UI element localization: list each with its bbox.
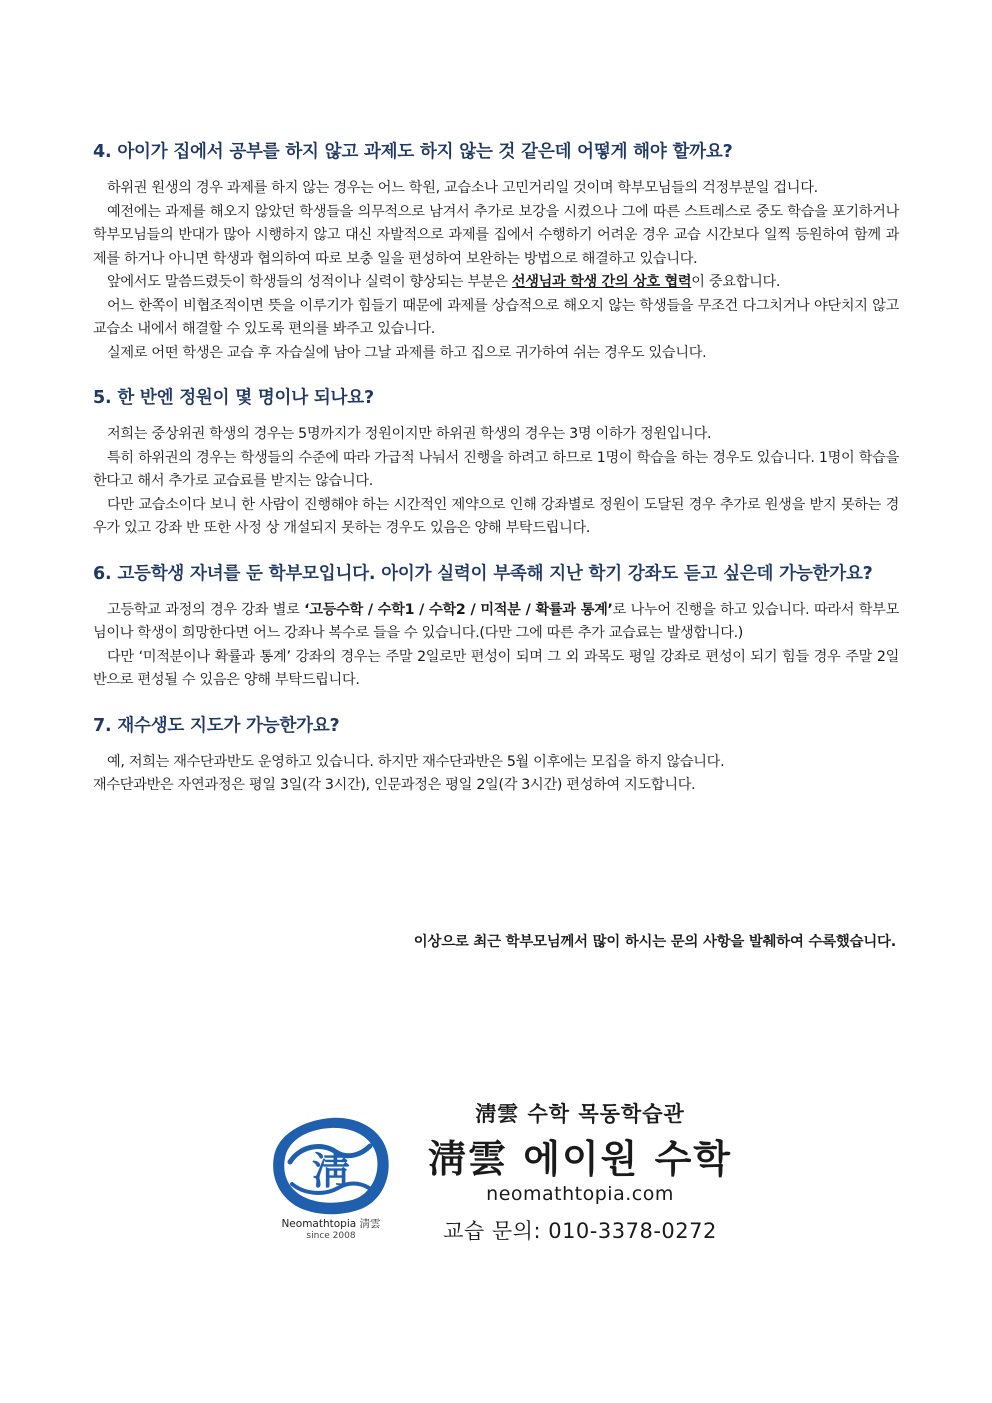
answer-paragraph: 다만 교습소이다 보니 한 사람이 진행해야 하는 시간적인 제약으로 인해 강좌별로 정원이 도달된 경우 추가로 원생을 받지 못하는 경우가 있고 강좌 반 또한 사정 상 개설되지 못하는 경우도 있음은 양해 부탁드립니다. xyxy=(93,496,899,536)
question-title: 6. 고등학생 자녀를 둔 학부모입니다. 아이가 실력이 부족해 지난 학기 강좌도 듣고 싶은데 가능한가요? xyxy=(93,563,873,584)
contact-phone: 교습 문의: 010-3378-0272 xyxy=(443,1219,717,1243)
answer-paragraph: 저희는 중상위권 학생의 경우는 5명까지가 정원이지만 하위권 학생의 경우는 3명 이하가 정원입니다. xyxy=(107,426,712,442)
question-title: 4. 아이가 집에서 공부를 하지 않고 과제도 하지 않는 것 같은데 어떻게 해야 할까요? xyxy=(93,142,733,162)
answer-paragraph: 어느 한쪽이 비협조적이면 뜻을 이루기가 힘들기 때문에 과제를 상습적으로 해오지 않는 학생들을 무조건 다그치거나 야단치지 않고 교습소 내에서 해결할 수 있도록 편의를 봐주고 있습니다. xyxy=(93,297,899,337)
brand-title: 淸雲 에이원 수학 xyxy=(428,1136,732,1181)
answer-paragraph: 다만 ‘미적분이나 확률과 통계’ 강좌의 경우는 주말 2일로만 편성이 되며 그 외 과목도 평일 강좌로 편성이 되기 힘들 경우 주말 2일 반으로 편성될 수 있음은 양해 부탁드립니다. xyxy=(93,648,899,688)
emphasis-course-list: ‘고등수학 / 수학1 / 수학2 / 미적분 / 확률과 통계’ xyxy=(304,601,613,618)
answer-paragraph: 예전에는 과제를 해오지 않았던 학생들을 의무적으로 남겨서 추가로 보강을 시켰으나 그에 따른 스트레스로 중도 학습을 포기하거나 학부모님들의 반대가 많아 시행하지 않고 대신 자발적으로 과제를 집에서 수행하기 어려운 경우 교습 시간보다 일찍 등원하여 함께 과제를 하거나 아니면 학생과 협의하여 따로 보충 일을 편성하여 보완하는 방법으로 해결하고 있습니다. xyxy=(93,203,899,267)
logo-since: since 2008 xyxy=(306,1231,356,1241)
answer-paragraph: 하위권 원생의 경우 과제를 하지 않는 경우는 어느 학원, 교습소나 고민거리일 것이며 학부모님들의 걱정부분일 겁니다. xyxy=(107,180,818,196)
faq-section-5 xyxy=(93,384,899,541)
faq-section-6 xyxy=(93,560,899,693)
question-title: 5. 한 반엔 정원이 몇 명이나 되나요? xyxy=(93,388,374,408)
answer-paragraph: 실제로 어떤 학생은 교습 후 자습실에 남아 그날 과제를 하고 집으로 귀가하여 쉬는 경우도 있습니다. xyxy=(107,344,707,361)
answer-paragraph: 예, 저희는 재수단과반도 운영하고 있습니다. 하지만 재수단과반은 5월 이후에는 모집을 하지 않습니다. xyxy=(107,753,725,770)
closing-note: 이상으로 최근 학부모님께서 많이 하시는 문의 사항을 발췌하여 수록했습니다. xyxy=(413,934,896,950)
website-link[interactable]: neomathtopia.com xyxy=(486,1183,674,1205)
answer-paragraph: 고등학교 과정의 경우 강좌 별로 ‘고등수학 / 수학1 / 수학2 / 미적분 / 확률과 통계’로 나누어 진행을 하고 있습니다. 따라서 학부모님이나 학생이 희망한다면 어느 강좌나 복수로 들을 수 있습니다.(다만 그에 따른 추가 교습료는 발생합니다.) xyxy=(93,601,899,641)
faq-section-4 xyxy=(93,138,899,365)
logo-character: 淸 xyxy=(311,1148,351,1193)
faq-content xyxy=(93,138,899,817)
brand-subtitle: 淸雲 수학 목동학습관 xyxy=(475,1101,685,1126)
question-title: 7. 재수생도 지도가 가능한가요? xyxy=(93,715,340,736)
faq-section-7 xyxy=(93,712,899,798)
answer-paragraph: 특히 하위권의 경우는 학생들의 수준에 따라 가급적 나눠서 진행을 하려고 하므로 1명이 학습을 하는 경우도 있습니다. 1명이 학습을 한다고 해서 추가로 교습료를 받지는 않습니다. xyxy=(93,449,899,489)
answer-paragraph: 앞에서도 말씀드렸듯이 학생들의 성적이나 실력이 향상되는 부분은 선생님과 학생 간의 상호 협력이 중요합니다. xyxy=(107,274,781,290)
logo-name: Neomathtopia 淸雲 xyxy=(281,1218,381,1230)
answer-paragraph: 재수단과반은 자연과정은 평일 3일(각 3시간), 인문과정은 평일 2일(각 3시간) 편성하여 지도합니다. xyxy=(93,777,696,793)
emphasis-cooperation: 선생님과 학생 간의 상호 협력 xyxy=(511,274,692,290)
